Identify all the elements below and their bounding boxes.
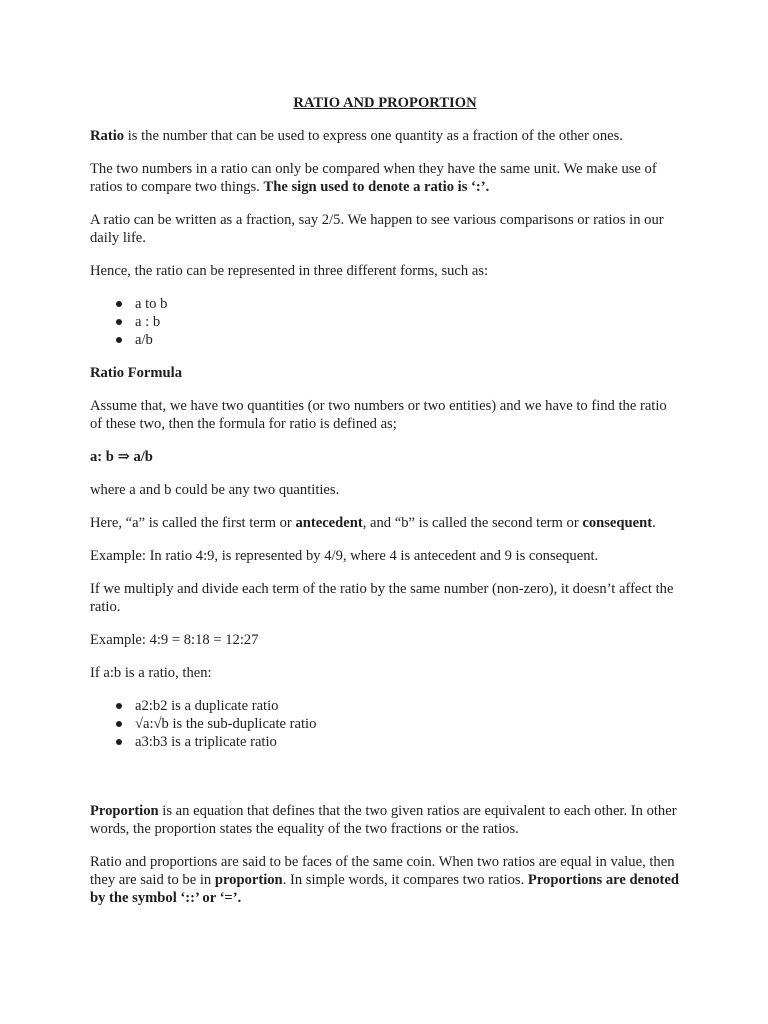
bullet-icon [116, 337, 122, 343]
ratio-definition-paragraph: Ratio is the number that can be used to express one quantity as a fraction of the other ones. [90, 128, 623, 144]
document-body [90, 94, 680, 922]
proportion-symbol-paragraph: Ratio and proportions are said to be faces of the same coin. When two ratios are equal in value, then they are said to be in proportion. In simple words, it compares two ratios. Proportions are denoted by the symbol ‘::’ or ‘=’. [90, 854, 679, 906]
quantities-note: where a and b could be any two quantities. [90, 482, 340, 498]
list-item: a3:b3 is a triplicate ratio [90, 733, 680, 751]
bullet-icon [116, 703, 122, 709]
terms-paragraph: Here, “a” is called the first term or antecedent, and “b” is called the second term or consequent. [90, 515, 656, 531]
multiply-divide-paragraph: If we multiply and divide each term of the ratio by the same number (non-zero), it doesn’t affect the ratio. [90, 581, 674, 615]
ratio-types-intro: If a:b is a ratio, then: [90, 665, 212, 681]
bold-term-proportion: Proportion [90, 803, 159, 819]
bold-term-proportion-inline: proportion [214, 872, 283, 888]
list-item: a2:b2 is a duplicate ratio [90, 697, 680, 715]
proportion-definition-paragraph: Proportion is an equation that defines that the two given ratios are equivalent to each other. In other words, the proportion states the equality of the two fractions or the ratios. [90, 803, 677, 837]
bullet-icon [116, 721, 122, 727]
bold-term-consequent: consequent [582, 515, 653, 531]
bullet-icon [116, 739, 122, 745]
bullet-icon [116, 319, 122, 325]
ratio-units-paragraph: The two numbers in a ratio can only be compared when they have the same unit. We make use of ratios to compare two things. The sign used to denote a ratio is ‘:’. [90, 161, 657, 195]
example-paragraph: Example: In ratio 4:9, is represented by 4/9, where 4 is antecedent and 9 is consequent. [90, 548, 599, 564]
proportion-symbol-statement: Proportions are denoted by the symbol ‘::’ or ‘=’. [90, 872, 679, 906]
ratio-sign-statement: The sign used to denote a ratio is ‘:’. [263, 179, 490, 195]
ratio-types-list [90, 697, 680, 751]
list-item: a/b [90, 331, 680, 349]
list-item: a to b [90, 295, 680, 313]
ratio-forms-list [90, 295, 680, 349]
bold-term-antecedent: antecedent [295, 515, 363, 531]
equivalent-example-paragraph: Example: 4:9 = 8:18 = 12:27 [90, 632, 259, 648]
ratio-formula: a: b ⇒ a/b [90, 449, 153, 465]
list-item: √a:√b is the sub-duplicate ratio [90, 715, 680, 733]
ratio-formula-heading: Ratio Formula [90, 365, 183, 381]
page-title: RATIO AND PROPORTION [293, 95, 477, 111]
bold-term-ratio: Ratio [90, 128, 125, 144]
ratio-formula-intro: Assume that, we have two quantities (or two numbers or two entities) and we have to find the ratio of these two, then the formula for ratio is defined as; [90, 398, 667, 432]
ratio-fraction-paragraph: A ratio can be written as a fraction, say 2/5. We happen to see various comparisons or ratios in our daily life. [90, 212, 664, 246]
blank-space [90, 766, 680, 802]
list-item: a : b [90, 313, 680, 331]
bullet-icon [116, 301, 122, 307]
ratio-forms-intro: Hence, the ratio can be represented in three different forms, such as: [90, 263, 489, 279]
